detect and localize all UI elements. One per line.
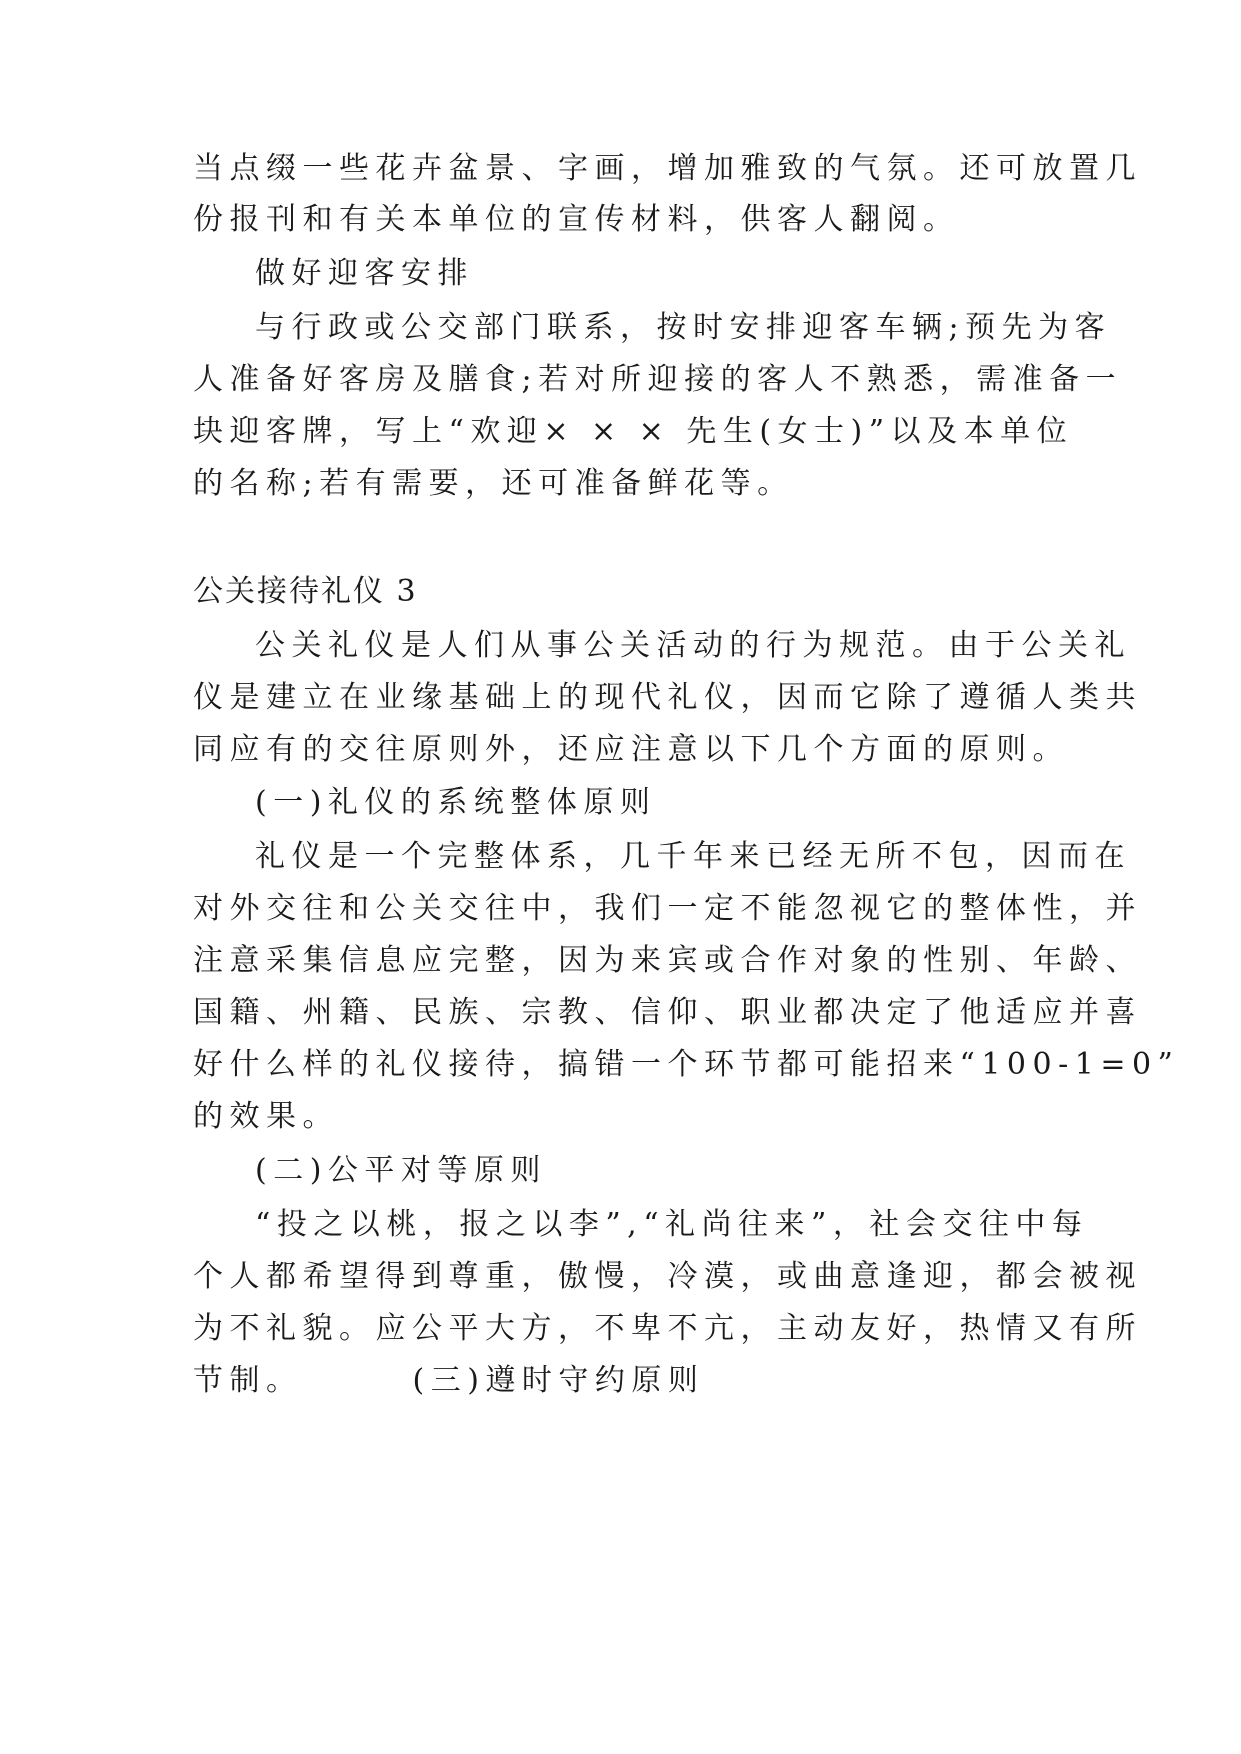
paragraph-line: 块迎客牌，写上“欢迎× × × 先生(女士)”以及本单位 [193, 414, 1074, 449]
paragraph-end: 节制。 [193, 1363, 303, 1398]
paragraph-line: 的名称;若有需要，还可准备鲜花等。 [193, 466, 794, 501]
principle-title: (二)公平对等原则 [255, 1153, 547, 1188]
paragraph-line: 好什么样的礼仪接待，搞错一个环节都可能招来“100-1=0” [193, 1047, 1180, 1082]
paragraph-line: 为不礼貌。应公平大方，不卑不亢，主动友好，热情又有所 [193, 1311, 1142, 1346]
paragraph-line: 仪是建立在业缘基础上的现代礼仪，因而它除了遵循人类共 [193, 680, 1142, 715]
principle-title: (三)遵时守约原则 [412, 1363, 705, 1398]
paragraph-line: “投之以桃，报之以李”,“礼尚往来”，社会交往中每 [255, 1207, 1089, 1242]
paragraph-line: 国籍、州籍、民族、宗教、信仰、职业都决定了他适应并喜 [193, 995, 1142, 1030]
paragraph-line: 礼仪是一个完整体系，几千年来已经无所不包，因而在 [255, 839, 1131, 874]
paragraph-line: 注意采集信息应完整，因为来宾或合作对象的性别、年龄、 [193, 943, 1142, 978]
paragraph-line: 当点缀一些花卉盆景、字画，增加雅致的气氛。还可放置几 [193, 151, 1142, 186]
paragraph-line: 份报刊和有关本单位的宣传材料，供客人翻阅。 [193, 202, 960, 237]
principle-title: (一)礼仪的系统整体原则 [255, 785, 657, 820]
paragraph-line: 同应有的交往原则外，还应注意以下几个方面的原则。 [193, 732, 1069, 767]
paragraph-line [193, 1362, 704, 1400]
paragraph-line: 个人都希望得到尊重，傲慢，冷漠，或曲意逢迎，都会被视 [193, 1259, 1142, 1294]
subheading: 做好迎客安排 [255, 256, 474, 291]
paragraph-line: 人准备好客房及膳食;若对所迎接的客人不熟悉，需准备一 [193, 362, 1123, 397]
paragraph-line: 与行政或公交部门联系，按时安排迎客车辆;预先为客 [255, 310, 1112, 345]
section-title: 公关接待礼仪 3 [193, 574, 418, 609]
paragraph-line: 的效果。 [193, 1099, 339, 1134]
paragraph-line: 对外交往和公关交往中，我们一定不能忽视它的整体性，并 [193, 891, 1142, 926]
paragraph-line: 公关礼仪是人们从事公关活动的行为规范。由于公关礼 [255, 628, 1131, 663]
